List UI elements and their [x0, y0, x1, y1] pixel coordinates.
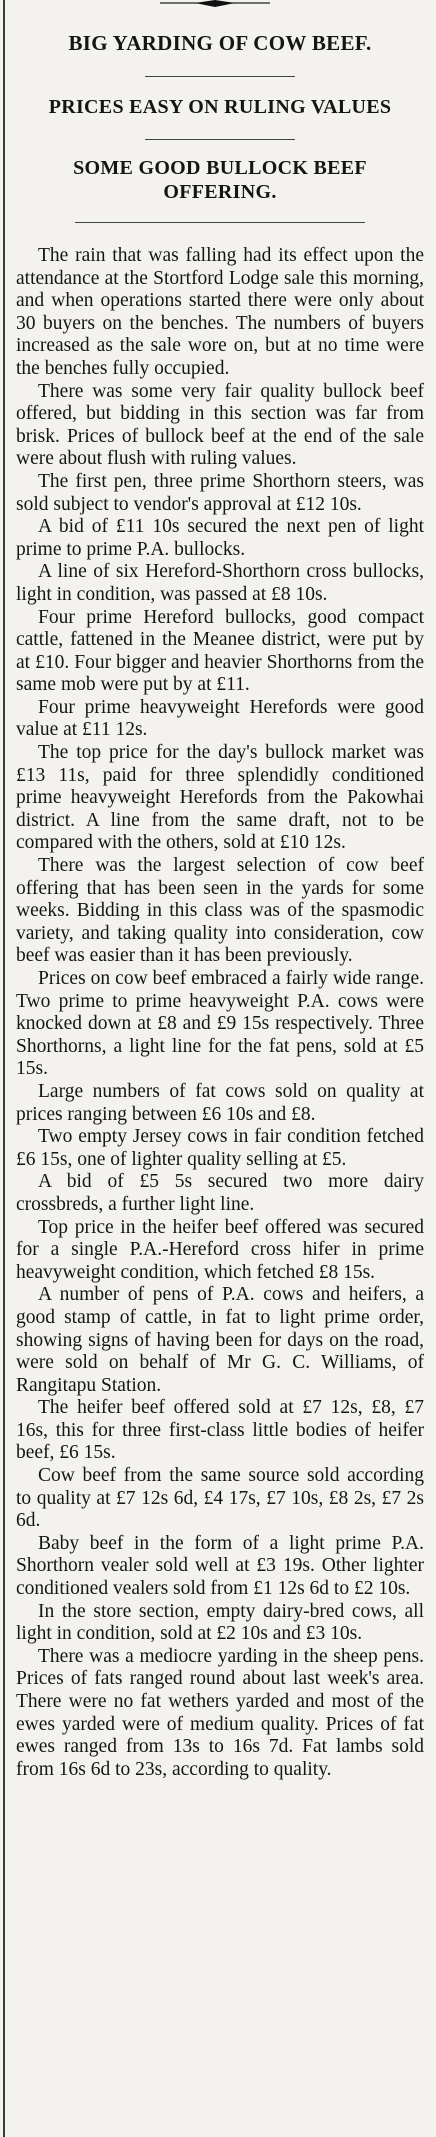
paragraph: Two empty Jersey cows in fair condition fetched £6 15s, one of lighter quality selling at £5.	[16, 1126, 424, 1170]
paragraph: Four prime heavyweight Herefords were good value at £11 12s.	[16, 696, 424, 741]
paragraph: Prices on cow beef embraced a fairly wide range. Two prime to prime heavyweight P.A. cows were knocked down at £8 and £9 15s respectively. Three Shorthorns, a light line for the fat pens, sold at £5 15s.	[16, 968, 424, 1080]
paragraph: There was some very fair quality bullock beef offered, but bidding in this section was far from brisk. Prices of bullock beef at the end of the sale were about flush with ruling values.	[16, 380, 424, 470]
paragraph: In the store section, empty dairy-bred cows, all light in condition, sold at £2 10s and £3 10s.	[16, 1600, 424, 1645]
body-divider	[75, 222, 365, 223]
headline-divider	[145, 76, 295, 77]
top-ornament-rule	[160, 0, 270, 8]
paragraph: A line of six Hereford-Shorthorn cross bullocks, light in condition, was passed at £8 10s.	[16, 561, 424, 605]
paragraph: The first pen, three prime Shorthorn steers, was sold subject to vendor's approval at £12 10s.	[16, 470, 424, 515]
article-body	[16, 245, 424, 1781]
paragraph: Large numbers of fat cows sold on quality at prices ranging between £6 10s and £8.	[16, 1080, 424, 1125]
paragraph: A bid of £11 10s secured the next pen of light prime to prime P.A. bullocks.	[16, 516, 424, 560]
paragraph: Top price in the heifer beef offered was secured for a single P.A.-Hereford cross hifer in prime heavyweight condition, which fetched £8 15s.	[16, 1216, 424, 1283]
paragraph: The heifer beef offered sold at £7 12s, £8, £7 16s, this for three first-class little bodies of heifer beef, £6 15s.	[16, 1397, 424, 1464]
column-divider-rule	[3, 0, 5, 2137]
subheading-divider	[145, 139, 295, 140]
subheading-bullock-beef: SOME GOOD BULLOCK BEEF OFFERING.	[73, 157, 367, 203]
paragraph: Four prime Hereford bullocks, good compact cattle, fattened in the Meanee district, were put by at £10. Four bigger and heavier Shorthorns from the same mob were put by at £11.	[16, 606, 424, 696]
paragraph: The rain that was falling had its effect upon the attendance at the Stortford Lodge sale this morning, and when operations started there were only about 30 buyers on the benches. The numbers of buyers increased as the sale wore on, but at no time were the benches fully occupied.	[16, 245, 424, 379]
paragraph: The top price for the day's bullock market was £13 11s, paid for three splendidly conditioned prime heavyweight Herefords from the Pakowhai district. A line from the same draft, not to be compared with the others, sold at £10 12s.	[16, 742, 424, 854]
paragraph: A bid of £5 5s secured two more dairy crossbreds, a further light line.	[16, 1171, 424, 1215]
paragraph: Cow beef from the same source sold according to quality at £7 12s 6d, £4 17s, £7 10s, £8 2s, £7 2s 6d.	[16, 1465, 424, 1532]
paragraph: There was a mediocre yarding in the sheep pens. Prices of fats ranged round about last week's area. There were no fat wethers yarded and most of the ewes yarded were of medium quality. Prices of fat ewes ranged from 13s to 16s 7d. Fat lambs sold from 16s 6d to 23s, according to quality.	[16, 1645, 424, 1780]
subheading-prices: PRICES EASY ON RULING VALUES	[48, 96, 392, 118]
headline: BIG YARDING OF COW BEEF.	[68, 31, 372, 55]
paragraph: Baby beef in the form of a light prime P.A. Shorthorn vealer sold well at £3 19s. Other lighter conditioned vealers sold from £1 12s 6d to £2 10s.	[16, 1532, 424, 1600]
paragraph: There was the largest selection of cow beef offering that has been seen in the yards for some weeks. Bidding in this class was of the spasmodic variety, and taking quality into consideration, cow beef was easier than it has been previously.	[16, 855, 424, 967]
paragraph: A number of pens of P.A. cows and heifers, a good stamp of cattle, in fat to light prime order, showing signs of having been for days on the road, were sold on behalf of Mr G. C. Williams, of Rangitapu Station.	[16, 1284, 424, 1396]
article-column	[16, 10, 424, 1781]
